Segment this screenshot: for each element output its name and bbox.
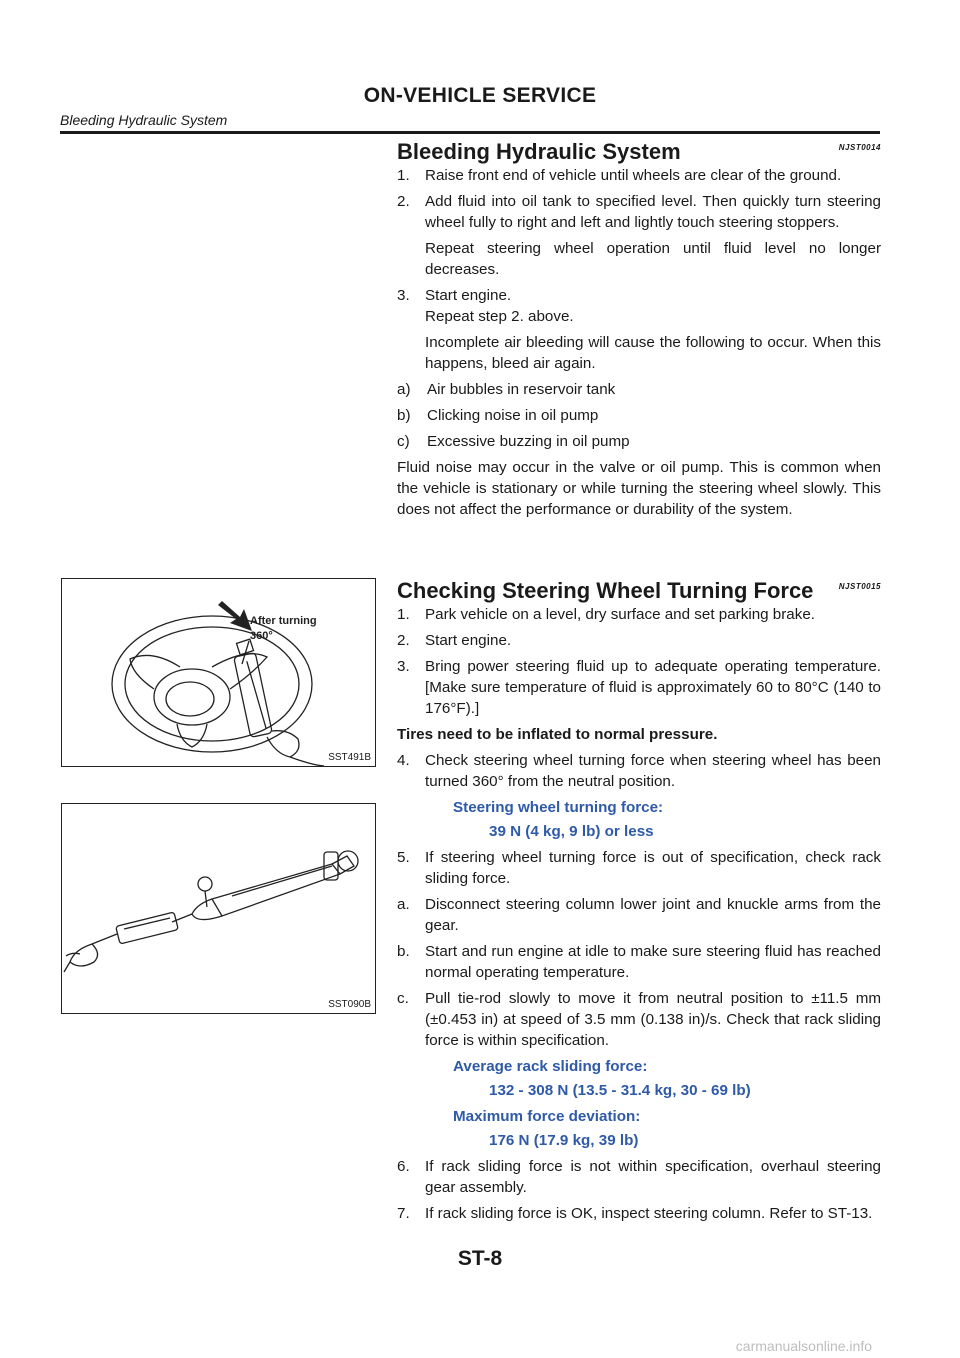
- bleeding-note: Fluid noise may occur in the valve or oil pump. This is common when the vehicle is stationary or while turning the steering wheel slowly. This does not affect the performance or durability of the system.: [397, 459, 881, 518]
- bleeding-step-1: [397, 165, 881, 186]
- spec-label: Maximum force deviation:: [453, 1108, 641, 1125]
- figure-label-360: 360°: [250, 630, 273, 642]
- list-marker: b): [397, 407, 411, 424]
- step-number: 2.: [397, 193, 410, 210]
- step-text: If steering wheel turning force is out of specification, check rack sliding force.: [425, 849, 881, 887]
- checking-step-5: 5. If steering wheel turning force is out of specification, check rack sliding force.: [397, 849, 881, 887]
- step-text: Disconnect steering column lower joint and knuckle arms from the gear.: [425, 896, 881, 934]
- tires-note: Tires need to be inflated to normal pressure.: [397, 726, 718, 743]
- checking-step-3: 3. Bring power steering fluid up to adequate operating temperature. [Make sure temperature of fluid is approximately 60 to 80°C (140 to 176°F).]: [397, 658, 881, 717]
- figure-code: SST491B: [328, 752, 371, 763]
- list-item: [397, 431, 881, 452]
- checking-step-4: 4. Check steering wheel turning force when steering wheel has been turned 360° from the neutral position.: [397, 752, 881, 790]
- checking-section: [397, 578, 881, 1229]
- checking-step-5c: c. Pull tie-rod slowly to move it from neutral position to ±11.5 mm (±0.453 in) at speed of 3.5 mm (0.138 in)/s. Check that rack sliding force is within specification.: [397, 990, 881, 1049]
- bleeding-title: [397, 139, 881, 165]
- step-text: Add fluid into oil tank to specified level. Then quickly turn steering wheel fully to right and left and lightly touch steering stoppers.: [425, 193, 881, 231]
- checking-title: [397, 578, 881, 604]
- steering-wheel-illustration: [62, 579, 375, 766]
- step-text: Start and run engine at idle to make sure steering fluid has reached normal operating temperature.: [425, 943, 881, 981]
- step-text: Pull tie-rod slowly to move it from neutral position to ±11.5 mm (±0.453 in) at speed of 3.5 mm (0.138 in)/s. Check that rack sliding force is within specification.: [425, 990, 881, 1049]
- step-text: If rack sliding force is OK, inspect steering column. Refer to ST-13.: [425, 1205, 873, 1222]
- spec-label: Average rack sliding force:: [453, 1058, 648, 1075]
- list-marker: a): [397, 381, 411, 398]
- figure-label-after-turning: After turning: [250, 615, 317, 627]
- spec-label: Steering wheel turning force:: [453, 799, 664, 816]
- step-number: 1.: [397, 167, 410, 184]
- header-rule: [60, 131, 880, 134]
- step-text: Raise front end of vehicle until wheels are clear of the ground.: [425, 167, 842, 184]
- step-text: Check steering wheel turning force when steering wheel has been turned 360° from the neutral position.: [425, 752, 881, 790]
- step-number: 3.: [397, 287, 410, 304]
- checking-step-6: 6. If rack sliding force is not within specification, overhaul steering gear assembly.: [397, 1158, 881, 1196]
- checking-step-1: 1. Park vehicle on a level, dry surface and set parking brake.: [397, 606, 816, 623]
- checking-title-text: Checking Steering Wheel Turning Force: [397, 578, 814, 603]
- list-item: [397, 405, 881, 426]
- bleeding-section: [397, 139, 881, 525]
- section-header-subtitle: Bleeding Hydraulic System: [60, 112, 228, 128]
- step-subtext: Repeat steering wheel operation until fluid level no longer decreases.: [425, 240, 881, 278]
- checking-step-5b: b. Start and run engine at idle to make sure steering fluid has reached normal operating temperature.: [397, 943, 881, 981]
- watermark: carmanualsonline.info: [735, 1338, 872, 1354]
- step-text: Park vehicle on a level, dry surface and set parking brake.: [425, 606, 816, 623]
- checking-step-2: 2. Start engine.: [397, 632, 512, 649]
- list-text: Air bubbles in reservoir tank: [427, 381, 616, 398]
- bleeding-step-2: [397, 191, 881, 280]
- step-subtext: Repeat step 2. above.: [425, 308, 574, 325]
- bleeding-title-text: Bleeding Hydraulic System: [397, 139, 681, 164]
- page-number: ST-8: [457, 1247, 503, 1270]
- bleeding-code: NJST0014: [838, 143, 881, 152]
- checking-code: NJST0015: [838, 582, 881, 591]
- step-text: Start engine.: [425, 287, 512, 304]
- checking-step-7: 7. If rack sliding force is OK, inspect steering column. Refer to ST-13.: [397, 1205, 873, 1222]
- list-item: [397, 379, 881, 400]
- list-text: Clicking noise in oil pump: [427, 407, 599, 424]
- section-header-title: ON-VEHICLE SERVICE: [363, 84, 597, 107]
- bleeding-step-3: [397, 285, 881, 374]
- step-text: Bring power steering fluid up to adequate operating temperature. [Make sure temperature of fluid is approximately 60 to 80°C (140 to 176°F).]: [425, 658, 881, 717]
- steering-gear-figure: [61, 803, 376, 1014]
- step-subtext: Incomplete air bleeding will cause the following to occur. When this happens, bleed air again.: [425, 334, 881, 372]
- checking-step-5a: a. Disconnect steering column lower joint and knuckle arms from the gear.: [397, 896, 881, 934]
- figure-code: SST090B: [328, 999, 371, 1010]
- list-text: Excessive buzzing in oil pump: [427, 433, 630, 450]
- step-text: Start engine.: [425, 632, 512, 649]
- spec-value: 132 - 308 N (13.5 - 31.4 kg, 30 - 69 lb): [489, 1082, 751, 1099]
- spec-value: 39 N (4 kg, 9 lb) or less: [489, 823, 654, 840]
- list-marker: c): [397, 433, 410, 450]
- step-text: If rack sliding force is not within specification, overhaul steering gear assembly.: [425, 1158, 881, 1196]
- steering-wheel-figure: [61, 578, 376, 767]
- steering-gear-illustration: [62, 804, 375, 1013]
- spec-value: 176 N (17.9 kg, 39 lb): [489, 1132, 639, 1149]
